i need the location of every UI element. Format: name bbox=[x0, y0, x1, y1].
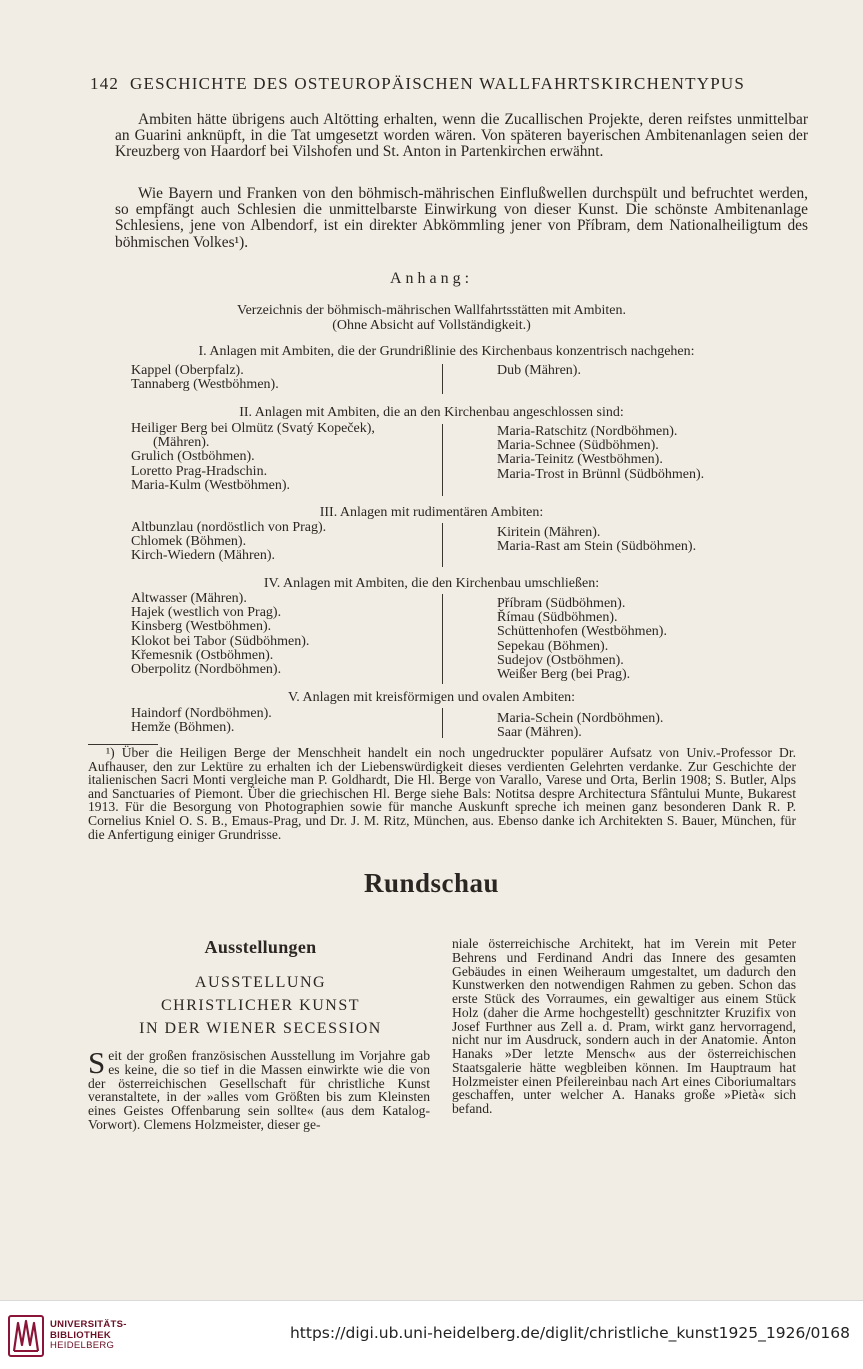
list-item: Dub (Mähren). bbox=[497, 363, 581, 378]
list-item: Altwasser (Mähren). bbox=[131, 591, 247, 606]
list-item: Heiliger Berg bei Olmütz (Svatý Kopeček), bbox=[131, 421, 375, 436]
appendix-note: (Ohne Absicht auf Vollständigkeit.) bbox=[332, 318, 531, 333]
library-line-1: UNIVERSITÄTS- bbox=[50, 1319, 127, 1330]
list-item: Maria-Teinitz (Westböhmen). bbox=[497, 452, 663, 468]
intro-paragraph-2: Wie Bayern und Franken von den böhmisch-mährischen Einflußwellen durchspült und befruchtet werden, so empfängt auch Schlesien die unmittelbarste Einwirkung von dieser Kunst. Die schönste Ambitenanlage Schlesiens, jene von Albendorf, ist ein direkter Abkömmling jener von Příbram, dem Nationalheiligtum des böhmischen Volkes¹). bbox=[115, 185, 808, 251]
running-header bbox=[90, 74, 745, 94]
article-title-line-1: AUSSTELLUNG bbox=[194, 974, 327, 991]
footnote: ¹) Über die Heiligen Berge der Menschheit handelt ein noch ungedruckter populärer Aufsatz von Univ.-Professor Dr. Aufhauser, den zur Lektüre zu erhalten ich der Liebenswürdigkeit dieses verdienten Gelehrten verdanke. Zur Geschichte der italienischen Sacri Monti vergleiche man P. Goldhardt, Die Hl. Berge von Varallo, Varese und Orta, Berlin 1908; S. Butler, Alps and Sanctuaries of Piemont. Über die griechischen Hl. Berge siehe Bals: Notitsa despre Architectura Sfântului Munte, Bukarest 1913. Für die Besorgung von Photographien sowie für manche Auskunft spreche ich meinen ganz besonderen Dank R. P. Cornelius Kniel O. S. B., Emaus-Prag, und Dr. J. M. Ritz, München, aus. Ebenso danke ich Architekten S. Bauer, München, für die Anfertigung einiger Grundrisse. bbox=[88, 745, 796, 842]
list-item: Sudejov (Ostböhmen). bbox=[497, 652, 624, 668]
list-item: (Mähren). bbox=[153, 435, 210, 451]
list-item: Kappel (Oberpfalz). bbox=[131, 363, 244, 378]
article-title-line-3: IN DER WIENER SECESSION bbox=[139, 1020, 382, 1037]
group-right-column bbox=[497, 526, 696, 554]
list-item: Schüttenhofen (Westböhmen). bbox=[497, 624, 667, 640]
list-item: Hemže (Böhmen). bbox=[131, 720, 235, 736]
list-item: Kinsberg (Westböhmen). bbox=[131, 619, 272, 635]
group-title: III. Anlagen mit rudimentären Ambiten: bbox=[319, 505, 544, 520]
article-column-1-text: eit der großen französischen Ausstellung im Vorjahre gab es keine, die so tief in die Massen einwirkte wie die von der österreichischen Gesellschaft für christliche Kunst veranstaltete, in der »alles vom Größten bis zum Kleinsten eines Geistes Offenbarung sein sollte« (aus dem Katalog-Vorwort). Clemens Holzmeister, dieser ge- bbox=[88, 1048, 430, 1132]
drop-cap: S bbox=[88, 1045, 106, 1080]
group-left-column bbox=[131, 592, 309, 677]
running-title: GESCHICHTE DES OSTEUROPÄISCHEN WALLFAHRTSKIRCHENTYPUS bbox=[130, 74, 745, 93]
list-item: Sepekau (Böhmen). bbox=[497, 638, 609, 654]
article-column-2: niale österreichische Architekt, hat im Verein mit Peter Behrens und Ferdinand Andri das Innere des gesamten Gebäudes in einen Weiheraum umgestaltet, um dadurch den Kunstwerken den notwendigen Rahmen zu geben. Schon das erste Stück des Vorraumes, ein gewaltiger aus einem Stück Holz (daher die Arme hochgestellt) geschnitzter Kruzifix von Josef Furthner aus Zell a. d. Pram, wirkt ganz hervorragend, nicht nur im Ausdruck, sondern auch in der Anatomie. Anton Hanaks »Der letzte Mensch« aus der österreichischen Staatsgalerie hätte wegbleiben können. Im Hauptraum hat Holzmeister einen Pfeilereinbau nach Art eines Ciboriumaltars geschaffen, unter welcher A. Hanaks große »Pietà« sich befand. bbox=[452, 936, 796, 1116]
list-item: Hajek (westlich von Prag). bbox=[131, 605, 282, 621]
group-right-column bbox=[497, 597, 667, 682]
list-item: Křemesnik (Ostböhmen). bbox=[131, 647, 274, 663]
list-item: Kiritein (Mähren). bbox=[497, 525, 601, 540]
article-title-line-2: CHRISTLICHER KUNST bbox=[160, 997, 360, 1014]
group-left-column bbox=[131, 707, 272, 735]
section-heading: Ausstellungen bbox=[204, 937, 317, 957]
list-item: Weißer Berg (bei Prag). bbox=[497, 667, 631, 683]
list-item: Saar (Mähren). bbox=[497, 725, 582, 741]
list-item: Altbunzlau (nordöstlich von Prag). bbox=[131, 520, 327, 535]
list-item: Grulich (Ostböhmen). bbox=[131, 449, 255, 465]
list-item: Maria-Ratschitz (Nordböhmen). bbox=[497, 424, 678, 439]
group-right-column bbox=[497, 425, 704, 482]
list-item: Římau (Südböhmen). bbox=[497, 610, 618, 626]
column-divider bbox=[442, 594, 443, 684]
list-item: Haindorf (Nordböhmen). bbox=[131, 706, 272, 721]
list-item: Klokot bei Tabor (Südböhmen). bbox=[131, 633, 310, 649]
list-item: Kirch-Wiedern (Mähren). bbox=[131, 548, 276, 564]
list-item: Chlomek (Böhmen). bbox=[131, 534, 247, 550]
group-right-column bbox=[497, 364, 581, 378]
group-title: I. Anlagen mit Ambiten, die der Grundrißlinie des Kirchenbaus konzentrisch nachgehen: bbox=[198, 344, 695, 359]
column-divider bbox=[442, 708, 443, 738]
group-title: V. Anlagen mit kreisförmigen und ovalen Ambiten: bbox=[287, 690, 576, 705]
list-item: Loretto Prag-Hradschin. bbox=[131, 463, 268, 479]
column-divider bbox=[442, 523, 443, 567]
library-name bbox=[50, 1320, 127, 1352]
group-left-column bbox=[131, 521, 326, 564]
group-left-column bbox=[131, 422, 375, 493]
library-line-3: HEIDELBERG bbox=[50, 1340, 115, 1351]
list-item: Maria-Schnee (Südböhmen). bbox=[497, 438, 659, 454]
list-item: Tannaberg (Westböhmen). bbox=[131, 377, 279, 393]
column-divider bbox=[442, 424, 443, 496]
list-item: Maria-Rast am Stein (Südböhmen). bbox=[497, 539, 697, 555]
group-title: II. Anlagen mit Ambiten, die an den Kirchenbau angeschlossen sind: bbox=[239, 405, 624, 420]
group-right-column bbox=[497, 712, 663, 740]
article-column-1 bbox=[88, 1045, 430, 1132]
library-line-2: BIBLIOTHEK bbox=[50, 1329, 112, 1341]
list-item: Maria-Trost in Brünnl (Südböhmen). bbox=[497, 466, 705, 482]
column-divider bbox=[442, 364, 443, 394]
university-seal-icon bbox=[8, 1315, 44, 1357]
permalink[interactable]: https://digi.ub.uni-heidelberg.de/diglit/christliche_kunst1925_1926/0168 bbox=[289, 1324, 850, 1342]
list-item: Maria-Kulm (Westböhmen). bbox=[131, 477, 291, 493]
list-item: Maria-Schein (Nordböhmen). bbox=[497, 711, 664, 726]
group-left-column bbox=[131, 364, 279, 392]
rundschau-heading: Rundschau bbox=[363, 868, 500, 898]
list-item: Oberpolitz (Nordböhmen). bbox=[131, 662, 282, 678]
intro-paragraph-1: Ambiten hätte übrigens auch Altötting erhalten, wenn die Zucallischen Projekte, deren reifstes unmittelbar an Guarini anknüpft, in die Tat umgesetzt worden wären. Von späteren bayerischen Ambitenanlagen seien der Kreuzberg von Haardorf bei Vilshofen und St. Anton in Partenkirchen erwähnt. bbox=[115, 111, 808, 161]
viewer-footer bbox=[0, 1300, 863, 1369]
list-item: Příbram (Südböhmen). bbox=[497, 596, 626, 611]
group-title: IV. Anlagen mit Ambiten, die den Kirchenbau umschließen: bbox=[263, 576, 600, 591]
page-number: 142 bbox=[90, 74, 120, 93]
appendix-subtitle: Verzeichnis der böhmisch-mährischen Wallfahrtsstätten mit Ambiten. bbox=[237, 303, 626, 318]
appendix-heading: Anhang: bbox=[389, 270, 474, 287]
